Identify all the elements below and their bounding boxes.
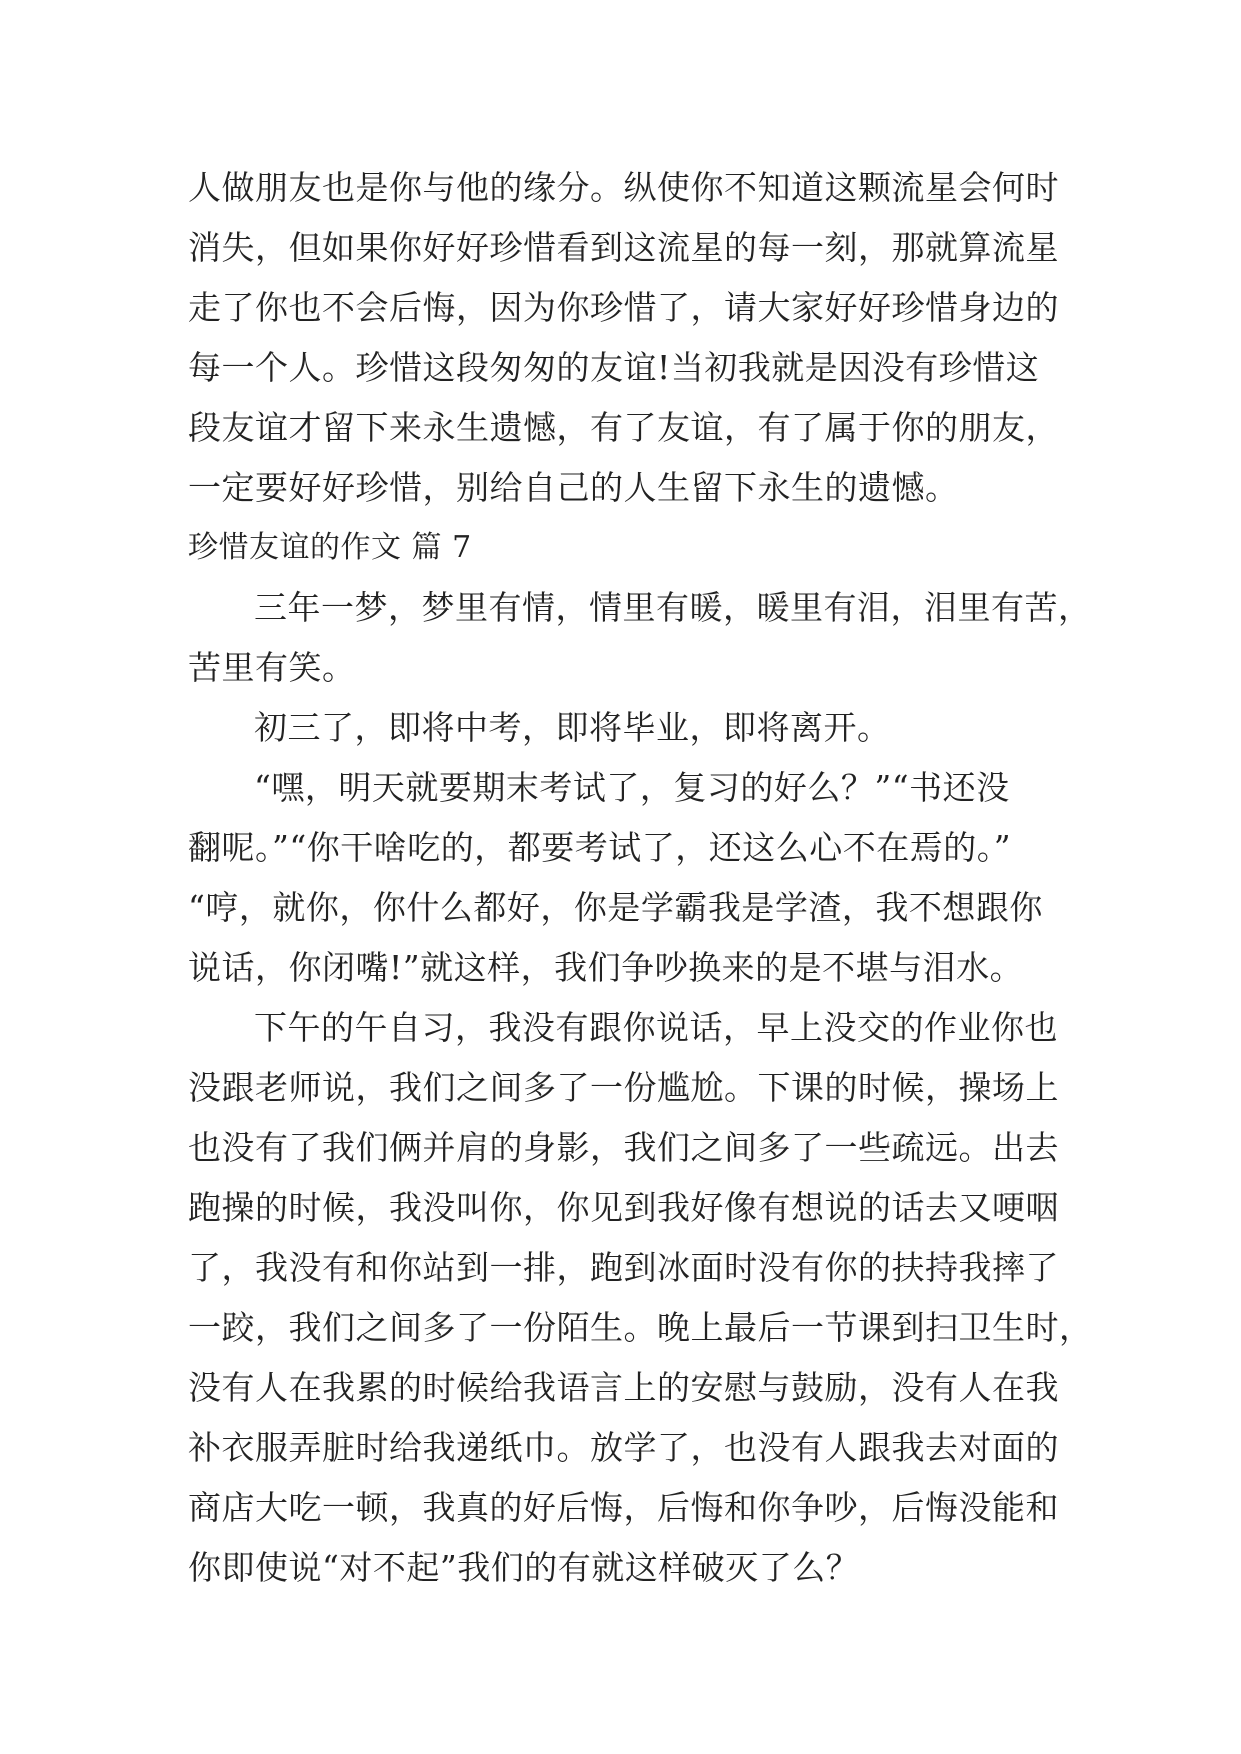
paragraph [188,698,1058,758]
text-line: 下午的午自习，我没有跟你说话，早上没交的作业你也 [254,1008,1058,1047]
document-page [188,158,1093,1598]
text-line: 段友谊才留下来永生遗憾，有了友谊，有了属于你的朋友， [188,408,1059,447]
text-line: 说话，你闭嘴!”就这样，我们争吵换来的是不堪与泪水。 [188,948,1024,987]
text-line: 每一个人。珍惜这段匆匆的友谊!当初我就是因没有珍惜这 [188,348,1040,387]
text-line: 一定要好好珍惜，别给自己的人生留下永生的遗憾。 [188,468,959,507]
text-line: 补衣服弄脏时给我递纸巾。放学了，也没有人跟我去对面的 [188,1428,1059,1467]
text-line: 跑操的时候，我没叫你，你见到我好像有想说的话去又哽咽 [188,1188,1059,1227]
text-line: 没跟老师说，我们之间多了一份尴尬。下课的时候，操场上 [188,1068,1059,1107]
text-line: 你即使说“对不起”我们的有就这样破灭了么？ [188,1548,860,1587]
heading-text: 珍惜友谊的作文 篇 7 [188,530,472,565]
text-line: 了，我没有和你站到一排，跑到冰面时没有你的扶持我摔了 [188,1248,1059,1287]
text-line: 没有人在我累的时候给我语言上的安慰与鼓励，没有人在我 [188,1368,1059,1407]
text-line: 商店大吃一顿，我真的好后悔，后悔和你争吵，后悔没能和 [188,1488,1059,1527]
text-line: 三年一梦，梦里有情，情里有暖，暖里有泪，泪里有苦， [254,588,1092,627]
paragraph [188,578,1092,698]
paragraph [188,998,1093,1598]
text-line: 初三了，即将中考，即将毕业，即将离开。 [254,708,891,747]
paragraph-continuation [188,158,1058,518]
paragraph-dialogue [188,758,1058,998]
text-line: “嘿，明天就要期末考试了，复习的好么？”“书还没 [254,768,1010,807]
text-line: 消失，但如果你好好珍惜看到这流星的每一刻，那就算流星 [188,228,1059,267]
text-line: 人做朋友也是你与他的缘分。纵使你不知道这颗流星会何时 [188,168,1059,207]
text-line: 一跤，我们之间多了一份陌生。晚上最后一节课到扫卫生时， [188,1308,1093,1347]
text-line: “哼，就你，你什么都好，你是学霸我是学渣，我不想跟你 [188,888,1043,927]
section-heading [188,518,1058,578]
text-line: 也没有了我们俩并肩的身影，我们之间多了一些疏远。出去 [188,1128,1059,1167]
text-line: 走了你也不会后悔，因为你珍惜了，请大家好好珍惜身边的 [188,288,1059,327]
text-line: 苦里有笑。 [188,648,356,687]
text-line: 翻呢。”“你干啥吃的，都要考试了，还这么心不在焉的。” [188,828,1012,867]
